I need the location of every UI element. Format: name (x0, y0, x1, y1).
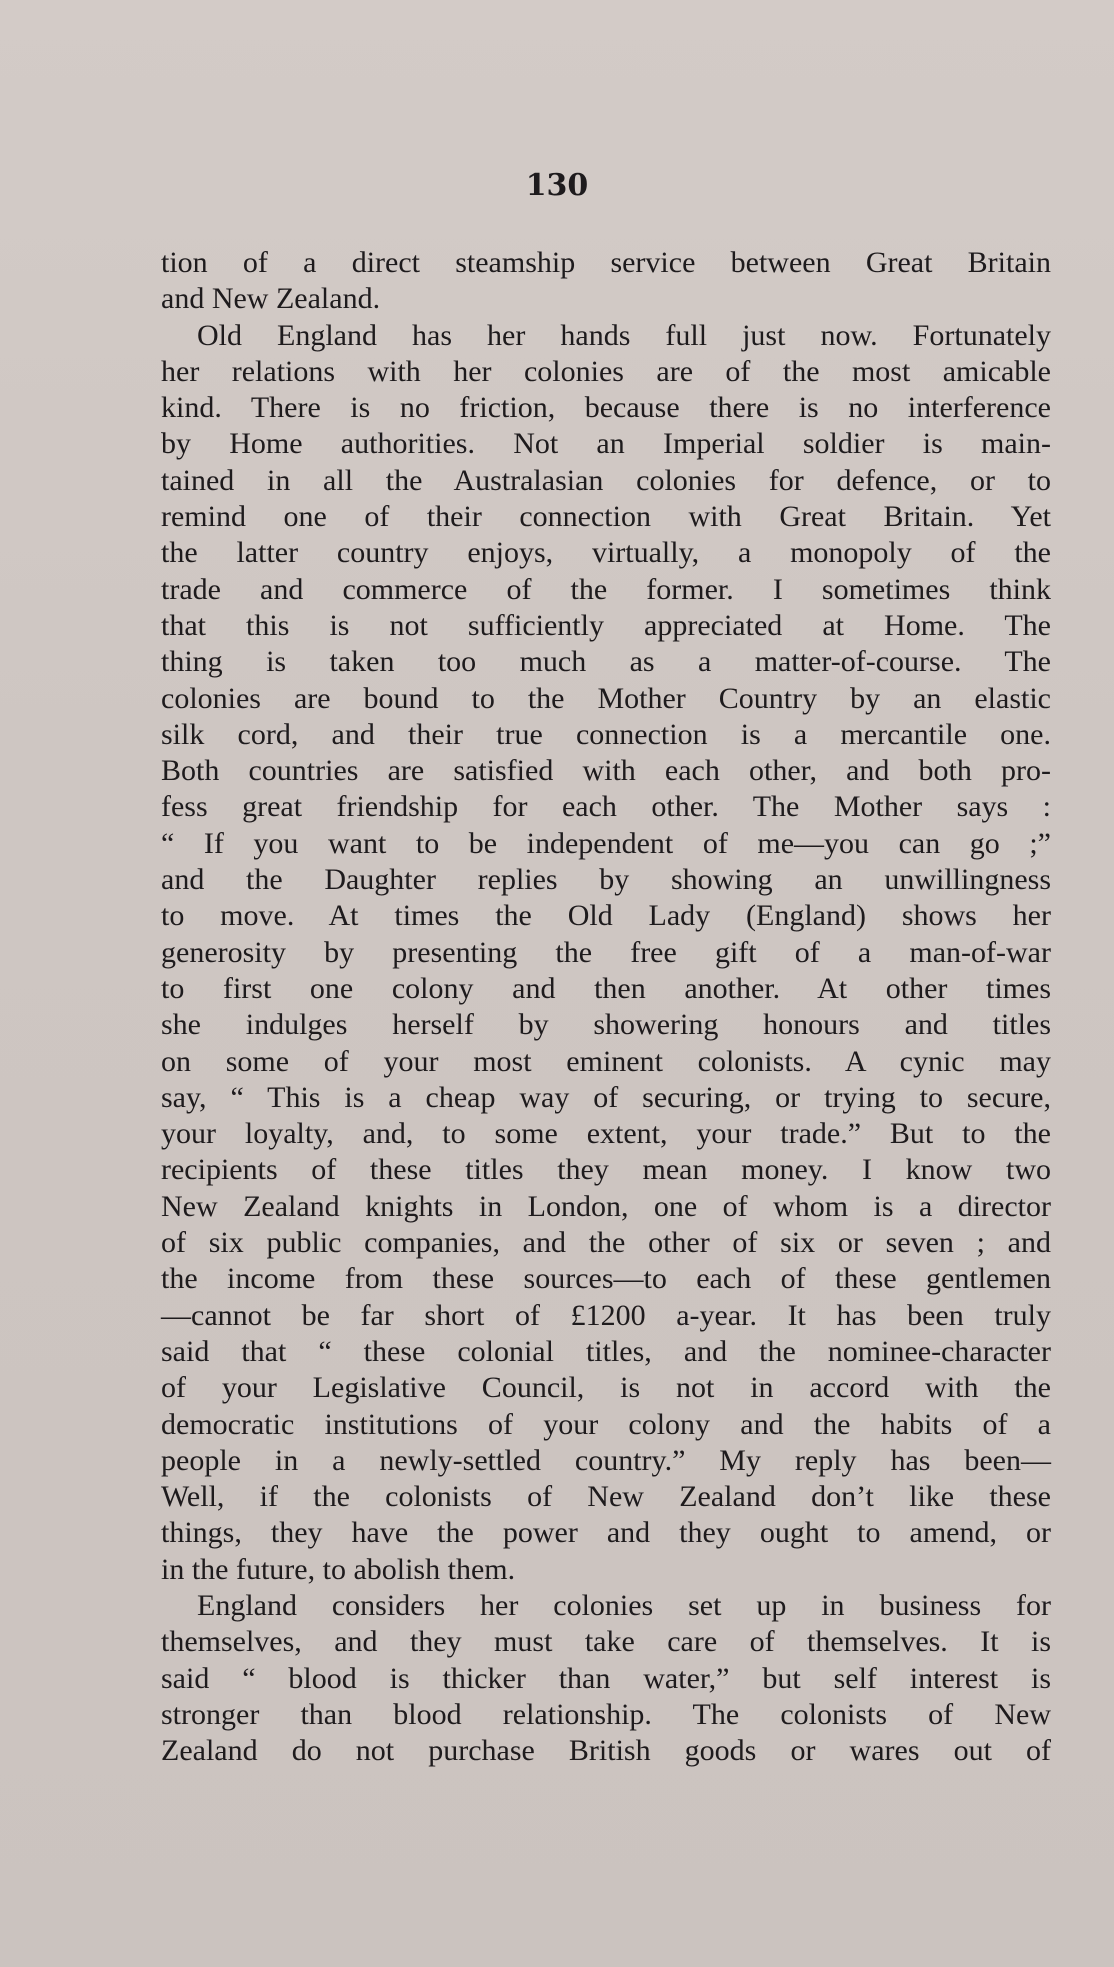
text-line: trade and commerce of the former. I sometimes think (161, 572, 1051, 606)
text-line: stronger than blood relationship. The colonists of New (161, 1697, 1051, 1731)
text-line: Well, if the colonists of New Zealand don’t like these (161, 1480, 1051, 1514)
page-number: 130 (525, 168, 589, 203)
text-line: Both countries are satisfied with each other, and both pro- (161, 754, 1051, 788)
text-line: to first one colony and then another. At other times (161, 971, 1051, 1005)
text-line: and the Daughter replies by showing an unwillingness (161, 863, 1051, 897)
text-line: things, they have the power and they ought to amend, or (161, 1516, 1051, 1550)
text-line: tion of a direct steamship service between Great Britain (161, 246, 1051, 279)
text-line: Zealand do not purchase British goods or wares out of (161, 1734, 1051, 1768)
text-line: say, “ This is a cheap way of securing, or trying to secure, (161, 1080, 1051, 1114)
text-line: “ If you want to be independent of me—you can go ;” (161, 826, 1051, 860)
body-text (161, 245, 1051, 1769)
text-line: generosity by presenting the free gift of a man-of-war (161, 935, 1051, 969)
text-line: recipients of these titles they mean money. I know two (161, 1153, 1051, 1187)
text-line: in the future, to abolish them. (161, 1552, 516, 1586)
text-line: thing is taken too much as a matter-of-course. The (161, 645, 1051, 679)
text-line: by Home authorities. Not an Imperial soldier is main- (161, 427, 1051, 461)
text-line: democratic institutions of your colony and the habits of a (161, 1407, 1051, 1441)
text-line: to move. At times the Old Lady (England) shows her (161, 899, 1051, 933)
text-line: and New Zealand. (161, 282, 381, 316)
text-line: New Zealand knights in London, one of whom is a director (161, 1189, 1051, 1223)
text-line: Old England has her hands full just now. Fortunately (197, 318, 1051, 352)
text-line: the latter country enjoys, virtually, a monopoly of the (161, 536, 1051, 570)
text-line: said that “ these colonial titles, and the nominee-character (161, 1334, 1051, 1368)
text-line: on some of your most eminent colonists. A cynic may (161, 1044, 1051, 1078)
text-line: themselves, and they must take care of themselves. It is (161, 1625, 1051, 1659)
text-line: colonies are bound to the Mother Country by an elastic (161, 681, 1051, 715)
text-line: people in a newly-settled country.” My reply has been— (161, 1443, 1051, 1477)
text-line: fess great friendship for each other. The Mother says : (161, 790, 1051, 824)
text-line: of six public companies, and the other of six or seven ; and (161, 1226, 1051, 1260)
text-line: she indulges herself by showering honours and titles (161, 1008, 1051, 1042)
text-line: tained in all the Australasian colonies for defence, or to (161, 463, 1051, 497)
text-line: her relations with her colonies are of the most amicable (161, 354, 1051, 388)
text-line: remind one of their connection with Great Britain. Yet (161, 500, 1051, 534)
text-line: of your Legislative Council, is not in accord with the (161, 1371, 1051, 1405)
text-line: —cannot be far short of £1200 a-year. It has been truly (161, 1298, 1051, 1332)
text-line: England considers her colonies set up in business for (197, 1588, 1051, 1622)
text-line: that this is not sufficiently appreciated at Home. The (161, 608, 1051, 642)
text-line: silk cord, and their true connection is a mercantile one. (161, 717, 1051, 751)
text-line: said “ blood is thicker than water,” but self interest is (161, 1661, 1051, 1695)
text-line: the income from these sources—to each of these gentlemen (161, 1262, 1051, 1296)
text-line: kind. There is no friction, because there is no interference (161, 391, 1051, 425)
text-line: your loyalty, and, to some extent, your trade.” But to the (161, 1117, 1051, 1151)
